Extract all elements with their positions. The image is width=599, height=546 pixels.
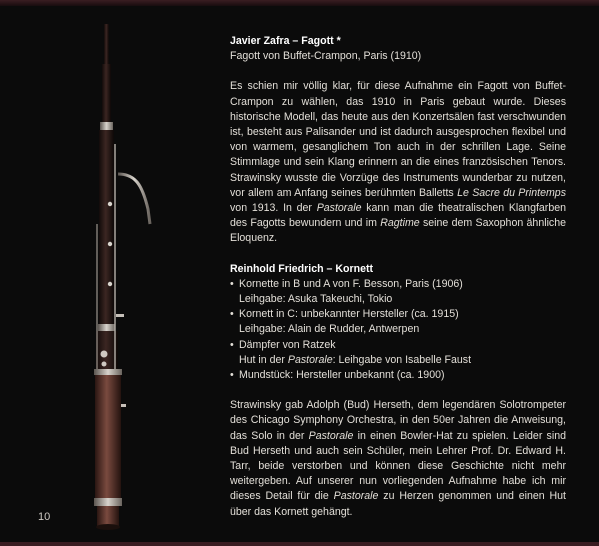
item-main: Kornett in C: unbekannter Hersteller (ca. 1915) [239, 308, 459, 321]
bullet: • [230, 369, 234, 382]
text-run: kann man die theatralischen Klangfarben des Fagotts bewundern und im [230, 202, 567, 230]
text-run: Es schien mir völlig klar, für diese Aufnahme ein Fagott von Buffet-Crampon zu wählen, das 1910 in Paris gebaut wurde. Dieses historische Modell, das heute aus den Konzertsälen fast verschwunden ist, besteht aus Palisander und ist dadurch ausgesprochen flexibel und von warmem, gesanglichem Ton auch in der schrillen Lage. Seine Stimmlage und sein Klang erinnern an die eines französischen Tenors. Strawinsky wusste die Vorzüge des Instruments wunderbar zu nutzen, vor allem am Anfang seines berühmten Balletts [230, 80, 566, 199]
bullet: • [230, 277, 234, 290]
work-title: Pastorale [308, 429, 354, 442]
text-run: von 1913. In der [230, 202, 317, 215]
list-item [230, 338, 566, 368]
item-sub: Leihgabe: Asuka Takeuchi, Tokio [239, 293, 393, 306]
item-main: Mundstück: Hersteller unbekannt (ca. 1900) [239, 369, 445, 382]
instrument-subtitle: Fagott von Buffet-Crampon, Paris (1910) [230, 50, 422, 63]
fagott-paragraph [230, 79, 566, 246]
kornett-paragraph [230, 398, 566, 520]
work-title: Ragtime [380, 217, 420, 230]
item-sub: Hut in der Pastorale: Leihgabe von Isabelle Faust [239, 353, 472, 366]
text-run: seine dem Saxophon ähnliche Eloquenz. [230, 217, 566, 245]
bassoon-photo [80, 24, 164, 534]
text-run: in einen Bowler-Hat zu spielen. Leider sind Bud Herseth und auch sein Schüler, mein Lehrer Prof. Dr. Edward H. Tarr, beide verstorben und können diese Geschichte nicht mehr weitergeben. Auf unserer nun vorliegenden Aufnahme habe ich mir dieses Detail für die [230, 429, 566, 503]
page-number: 10 [38, 511, 51, 523]
list-item [230, 277, 566, 307]
bullet: • [230, 338, 234, 351]
section-title-fagott: Javier Zafra – Fagott * [230, 35, 341, 47]
item-main: Kornette in B und A von F. Besson, Paris (1906) [239, 277, 463, 290]
text-run: Strawinsky gab Adolph (Bud) Herseth, dem legendären Solotrompeter des Chicago Symphony Orchestra, in den 50er Jahren die Anweisung, das Solo in der [230, 399, 566, 442]
work-title: Le Sacre du Printemps [457, 186, 566, 199]
text-column [230, 34, 566, 520]
text-run: zu Herzen genommen und einen Hut über das Kornett gehängt. [230, 490, 566, 518]
section-title-kornett: Reinhold Friedrich – Kornett [230, 262, 374, 275]
page-bottom-band [0, 542, 599, 546]
bullet: • [230, 308, 234, 321]
list-item [230, 307, 566, 337]
instrument-list [230, 277, 566, 383]
item-sub: Leihgabe: Alain de Rudder, Antwerpen [239, 323, 420, 336]
work-title: Pastorale [316, 202, 362, 215]
item-main: Dämpfer von Ratzek [239, 338, 336, 351]
work-title: Pastorale [333, 490, 379, 503]
work-title: Pastorale [287, 353, 333, 366]
list-item [230, 368, 566, 383]
page-top-band [0, 0, 599, 6]
